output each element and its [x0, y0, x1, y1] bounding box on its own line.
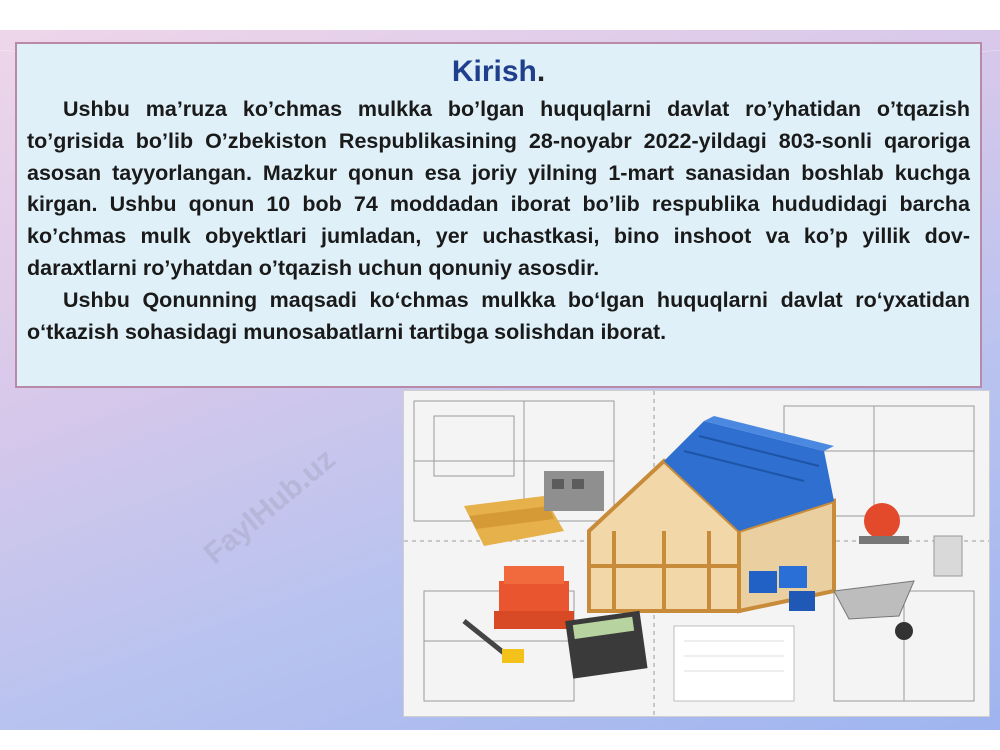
slide — [0, 30, 1000, 730]
cement-mixer-icon — [859, 503, 962, 576]
construction-illustration — [403, 390, 990, 717]
title-text: Kirish — [451, 55, 537, 88]
paragraph-1: Ushbu ma’ruza ko’chmas mulkka bo’lgan huquqlarni davlat ro’yhatidan o’tqazish to’grisida bo’lib O’zbekiston Respublikasining 28-noyabr 2022-yildagi 803-sonli qaroriga asosan tayyorlangan. Mazkur qonun esa joriy yilning 1-mart sanasidan boshlab kuchga kirgan. Ushbu qonun 10 bob 74 moddadan iborat bo’lib respublika hududidagi barcha ko’chmas mulk obyektlari jumladan, yer uchastkasi, bino inshoot va ko’p yillik dov-daraxtlarni ro’yhatdan o’tqazish uchun qonuniy asosdir. — [27, 97, 970, 280]
slide-title — [27, 54, 970, 90]
notepad-icon — [674, 626, 794, 701]
watermark-text: FaylHub.uz — [197, 442, 342, 571]
concrete-blocks-icon — [544, 471, 604, 511]
construction-illustration-svg — [404, 391, 989, 716]
calculator-icon — [565, 611, 647, 679]
bricks-icon — [494, 566, 574, 629]
wheelbarrow-icon — [834, 581, 914, 640]
paragraph-2: Ushbu Qonunning maqsadi ko‘chmas mulkka bo‘lgan huquqlarni davlat ro‘yxatidan o‘tkazish sohasidagi munosabatlarni tartibga solishdan iborat. — [27, 287, 970, 344]
title-punct: . — [536, 55, 546, 88]
intro-text-box — [15, 42, 982, 388]
